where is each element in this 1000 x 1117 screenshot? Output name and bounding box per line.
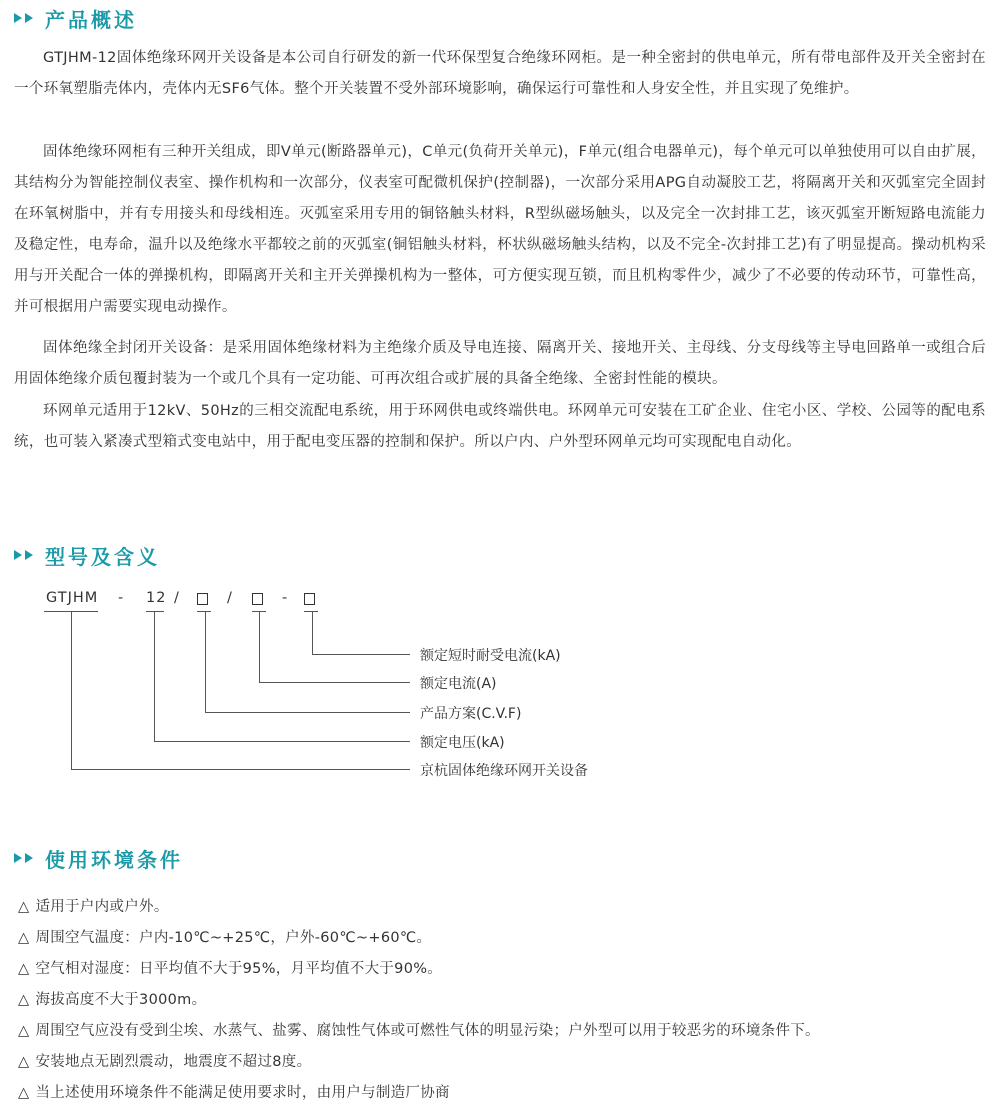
section-title-environment	[14, 845, 183, 871]
triangle-icon: △	[18, 1023, 30, 1039]
model-dash: -	[118, 590, 125, 606]
section-title-overview	[14, 5, 137, 31]
environment-title: 使用环境条件	[45, 847, 183, 872]
connector-line	[205, 712, 410, 713]
legend-rated-voltage: 额定电压(kA)	[420, 735, 505, 751]
placeholder-box	[252, 593, 263, 605]
triangle-icon: △	[18, 992, 30, 1008]
section-title-model	[14, 542, 160, 568]
model-title: 型号及含义	[45, 544, 160, 569]
model-slash: /	[174, 590, 180, 606]
triangle-icon: △	[18, 1085, 30, 1101]
connector-line	[312, 611, 313, 654]
legend-product-scheme: 产品方案(C.V.F)	[420, 706, 522, 722]
triangle-icon: △	[18, 961, 30, 977]
double-arrow-icon	[14, 853, 36, 863]
list-item: △ 周围空气应没有受到尘埃、水蒸气、盐雾、腐蚀性气体或可燃性气体的明显污染；户外型可以用于较恶劣的环境条件下。	[18, 1023, 820, 1039]
connector-line	[259, 682, 410, 683]
triangle-icon: △	[18, 1054, 30, 1070]
placeholder-box	[304, 593, 315, 605]
overview-title: 产品概述	[45, 7, 137, 32]
connector-line	[154, 741, 410, 742]
underline	[304, 611, 318, 612]
legend-rated-current: 额定电流(A)	[420, 676, 497, 692]
triangle-icon: △	[18, 899, 30, 915]
connector-line	[71, 769, 410, 770]
list-item: △ 海拔高度不大于3000m。	[18, 992, 207, 1008]
connector-line	[71, 611, 72, 769]
legend-short-time-current: 额定短时耐受电流(kA)	[420, 648, 561, 664]
model-prefix: GTJHM	[46, 590, 99, 606]
list-item: △ 周围空气温度：户内-10℃~+25℃，户外-60℃~+60℃。	[18, 930, 432, 946]
connector-line	[154, 611, 155, 741]
list-item: △ 适用于户内或户外。	[18, 899, 169, 915]
connector-line	[259, 611, 260, 682]
triangle-icon: △	[18, 930, 30, 946]
overview-paragraph-3: 固体绝缘全封闭开关设备：是采用固体绝缘材料为主绝缘介质及导电连接、隔离开关、接地开关、主母线、分支母线等主导电回路单一或组合后用固体绝缘介质包覆封装为一个或几个具有一定功能、可再次组合或扩展的具备全绝缘、全密封性能的模块。	[14, 340, 986, 387]
model-dash: -	[282, 590, 289, 606]
overview-paragraph-2: 固体绝缘环网柜有三种开关组成，即V单元(断路器单元)，C单元(负荷开关单元)，F单元(组合电器单元)，每个单元可以单独使用可以自由扩展，其结构分为智能控制仪表室、操作机构和一次部分，仪表室可配微机保护(控制器)，一次部分采用APG自动凝胶工艺，将隔离开关和灭弧室完全固封在环氧树脂中，并有专用接头和母线相连。灭弧室采用专用的铜铬触头材料，R型纵磁场触头，以及完全一次封排工艺，该灭弧室开断短路电流能力及稳定性，电寿命，温升以及绝缘水平都较之前的灭弧室(铜铝触头材料，杯状纵磁场触头结构，以及不完全-次封排工艺)有了明显提高。操动机构采用与开关配合一体的弹操机构，即隔离开关和主开关弹操机构为一整体，可方便实现互锁，而且机构零件少，减少了不必要的传动环节，可靠性高，并可根据用户需要实现电动操作。	[14, 144, 986, 315]
underline	[197, 611, 211, 612]
overview-paragraph-1: GTJHM-12固体绝缘环网开关设备是本公司自行研发的新一代环保型复合绝缘环网柜。是一种全密封的供电单元，所有带电部件及开关全密封在一个环氧塑脂壳体内，壳体内无SF6气体。整个开关装置不受外部环境影响，确保运行可靠性和人身安全性，并且实现了免维护。	[14, 50, 986, 97]
list-item: △ 安装地点无剧烈震动，地震度不超过8度。	[18, 1054, 312, 1070]
underline	[146, 611, 164, 612]
overview-paragraph-4: 环网单元适用于12kV、50Hz的三相交流配电系统，用于环网供电或终端供电。环网单元可安装在工矿企业、住宅小区、学校、公园等的配电系统，也可装入紧凑式型箱式变电站中，用于配电变压器的控制和保护。所以户内、户外型环网单元均可实现配电自动化。	[14, 403, 986, 450]
model-slash: /	[227, 590, 233, 606]
list-item: △ 空气相对湿度：日平均值不大于95%，月平均值不大于90%。	[18, 961, 443, 977]
connector-line	[205, 611, 206, 712]
model-voltage: 12	[146, 590, 167, 606]
list-item: △ 当上述使用环境条件不能满足使用要求时，由用户与制造厂协商	[18, 1085, 450, 1101]
connector-line	[312, 654, 410, 655]
double-arrow-icon	[14, 550, 36, 560]
double-arrow-icon	[14, 13, 36, 23]
placeholder-box	[197, 593, 208, 605]
legend-product-name: 京杭固体绝缘环网开关设备	[420, 763, 588, 779]
